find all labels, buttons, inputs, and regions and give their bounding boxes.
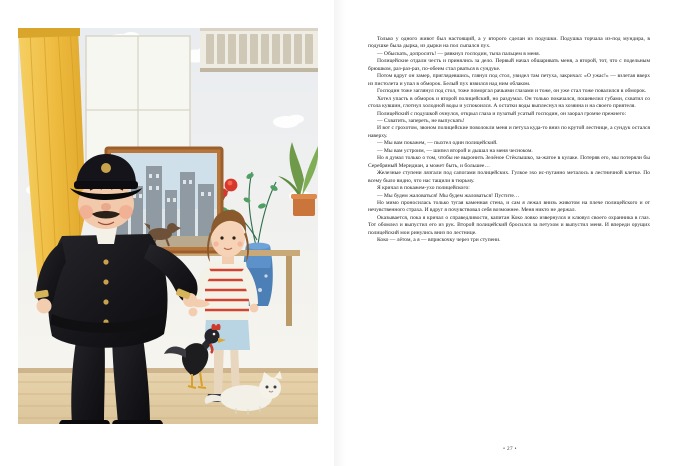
- paragraph: — Обыскать, допросить! — рявкнул господин, тыча пальцем в меня.: [377, 50, 541, 57]
- text-page: [340, 0, 680, 466]
- paragraph: Я кричал в покажем-ухо полицейского:: [377, 185, 470, 192]
- paragraph: Коко — лётом, а я — вприскочку через три ступени.: [377, 237, 501, 244]
- paragraph: Но мимо проносилась только тугая каменная стена, и сам я лежал внизь животом на плече полицейского и от нечувственного страха. И вдруг я почувствовал себя возможнее. Меня никто не держал.: [368, 199, 650, 214]
- body-text: [368, 36, 650, 245]
- paragraph: Только у одного живот был настоящий, а у второго сделан из подушки. Подушка торчала из-под мундира, в подушке была дырка, из дырки на пол сыпался пух.: [368, 36, 650, 50]
- paragraph: Полицейский с подушкой очнулся, открыл глаза и пузатый усатый господин, он заорал громче прежнего:: [377, 110, 627, 117]
- paragraph: — Мы вам устроим, — шипел второй и дышал на меня чесноком.: [377, 147, 533, 154]
- paragraph: — Мы будем жаловаться! Мы будем жаловаться! Пустите…: [377, 192, 520, 199]
- paragraph: Полицейские отдали честь и принялись за дело. Первый начал обшаривать меня, а второй, тот, что с подельным брюшком, раз-раз-раз, по-обеим стал рваться в сундуке.: [368, 58, 650, 72]
- paragraph: — Схватить, запереть, не выпускать!: [377, 117, 465, 124]
- paragraph: Железные ступени лязгали под сапогами полицейских. Гулкое эхо ис-пуганно металось в лестничной клетке. По всему было видно, что нас тащили в тюрьму.: [368, 170, 650, 184]
- paragraph: И вот с грохотом, звоном полицейские поволокли меня и петуха куда-то вниз по крутой лестнице, а сундук остался наверху.: [368, 125, 650, 139]
- paragraph: Хотел упасть в обморок и второй полицейский, но раздумал. Он только покачался, пошевелил губами, схватил со стола кувшин, глотнул холодной воды и успокоился. А остатки воды выплеснул на хозяина и на своего приятеля.: [368, 95, 650, 110]
- paragraph: Господин тоже заглянул под стол, тоже поморгал рачьими глазами и тоже, он уже стал тоже повалился в обморок.: [377, 88, 647, 95]
- paragraph: Потом вдруг он замер, приглядевшись, глянул под стол, увидел там петуха, закричал: «О ужас!» — взлетая вверх из пистолета и упал в обморок. Белый пух взвился над ним облаком.: [368, 73, 650, 87]
- top-shelf: [200, 28, 318, 72]
- paragraph: — Мы вам покажем, — пыхтел один полицейский.: [377, 140, 498, 147]
- paragraph: Но я думал только о том, чтобы не выронить Зелёное Стёклышко, за-жатое в кулаке. Потеряв его, мы потеряли бы Серебряный Меридиан, а может быть, и большее…: [368, 155, 650, 169]
- page-number: • 27 •: [503, 446, 517, 452]
- cap-badge: [101, 163, 111, 173]
- paragraph: Оказывается, пока я кричал о справедливости, капитан Коко ловко извернулся и клювул своего охранника в глаз. Тот обомлел и выпустил его из рук. Второй полицейский бросился за петухом и выпустил меня. И впереди орущих полицейский мои ринулись вниз по лестнице.: [368, 214, 650, 236]
